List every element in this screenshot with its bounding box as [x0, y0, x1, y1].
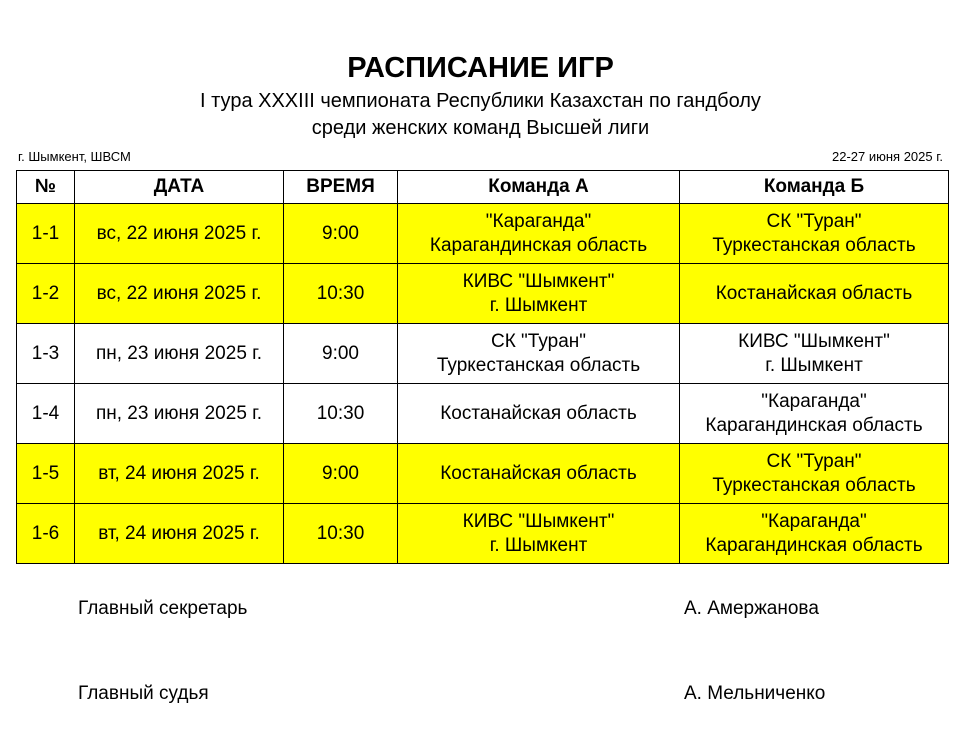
team-region: Карагандинская область: [429, 234, 648, 256]
match-time-cell: 9:00: [284, 324, 398, 384]
team-region: Карагандинская область: [705, 534, 923, 556]
match-number-cell: 1-2: [17, 264, 75, 324]
match-time-cell: 9:00: [284, 204, 398, 264]
chief-secretary-name: А. Амержанова: [684, 598, 819, 619]
team-name: КИВС "Шымкент": [462, 510, 615, 532]
team-region: г. Шымкент: [489, 294, 588, 316]
location-label: г. Шымкент, ШВСМ: [18, 149, 131, 164]
chief-secretary-label: Главный секретарь: [78, 598, 248, 619]
match-number-cell: 1-5: [17, 444, 75, 504]
match-time-cell: 10:30: [284, 504, 398, 564]
team-name: "Караганда": [485, 210, 592, 232]
team-region: г. Шымкент: [489, 534, 588, 556]
column-header-team-b: Команда Б: [680, 171, 949, 204]
table-row: [17, 444, 949, 504]
team-name: "Караганда": [761, 390, 867, 412]
match-date-cell: пн, 23 июня 2025 г.: [75, 324, 284, 384]
match-date-cell: вт, 24 июня 2025 г.: [75, 504, 284, 564]
team-name: КИВС "Шымкент": [738, 330, 890, 352]
match-date-cell: вс, 22 июня 2025 г.: [75, 264, 284, 324]
team-region: Туркестанская область: [712, 474, 916, 496]
team-b-cell: [680, 384, 949, 444]
team-a-cell: [398, 504, 680, 564]
match-number-cell: 1-4: [17, 384, 75, 444]
team-a-cell: [398, 324, 680, 384]
table-row: [17, 204, 949, 264]
page-title: РАСПИСАНИЕ ИГР: [347, 52, 614, 84]
team-a-cell: [398, 444, 680, 504]
column-header-time: ВРЕМЯ: [284, 171, 398, 204]
match-number-cell: 1-6: [17, 504, 75, 564]
column-header-team-a: Команда А: [398, 171, 680, 204]
team-region: Карагандинская область: [705, 414, 923, 436]
match-time-cell: 10:30: [284, 384, 398, 444]
column-header-number: №: [17, 171, 75, 204]
subtitle-line-1: I тура XXXIII чемпионата Республики Казахстан по гандболу: [200, 90, 761, 112]
team-b-cell: [680, 204, 949, 264]
team-name: "Караганда": [761, 510, 867, 532]
table-header-row: [17, 171, 949, 204]
team-name: Костанайская область: [440, 402, 637, 424]
team-name: Костанайская область: [440, 462, 637, 484]
match-date-cell: вт, 24 июня 2025 г.: [75, 444, 284, 504]
match-number-cell: 1-3: [17, 324, 75, 384]
match-time-cell: 10:30: [284, 264, 398, 324]
match-number-cell: 1-1: [17, 204, 75, 264]
team-b-cell: [680, 504, 949, 564]
team-name: КИВС "Шымкент": [462, 270, 615, 292]
match-time-cell: 9:00: [284, 444, 398, 504]
team-b-cell: [680, 264, 949, 324]
match-date-cell: вс, 22 июня 2025 г.: [75, 204, 284, 264]
schedule-table: [16, 170, 949, 564]
chief-judge-label: Главный судья: [78, 683, 209, 704]
table-row: [17, 324, 949, 384]
team-region: Туркестанская область: [436, 354, 641, 376]
table-row: [17, 504, 949, 564]
table-row: [17, 384, 949, 444]
team-name: СК "Туран": [766, 450, 862, 472]
team-region: Туркестанская область: [712, 234, 916, 256]
dates-label: 22-27 июня 2025 г.: [831, 149, 943, 164]
match-date-cell: пн, 23 июня 2025 г.: [75, 384, 284, 444]
subtitle-line-2: среди женских команд Высшей лиги: [311, 117, 650, 139]
table-row: [17, 264, 949, 324]
team-a-cell: [398, 384, 680, 444]
column-header-date: ДАТА: [75, 171, 284, 204]
team-name: Костанайская область: [715, 282, 913, 304]
team-b-cell: [680, 324, 949, 384]
team-name: СК "Туран": [490, 330, 586, 352]
team-a-cell: [398, 204, 680, 264]
team-b-cell: [680, 444, 949, 504]
team-name: СК "Туран": [766, 210, 862, 232]
chief-judge-name: А. Мельниченко: [684, 683, 826, 704]
team-a-cell: [398, 264, 680, 324]
team-region: г. Шымкент: [765, 354, 863, 376]
